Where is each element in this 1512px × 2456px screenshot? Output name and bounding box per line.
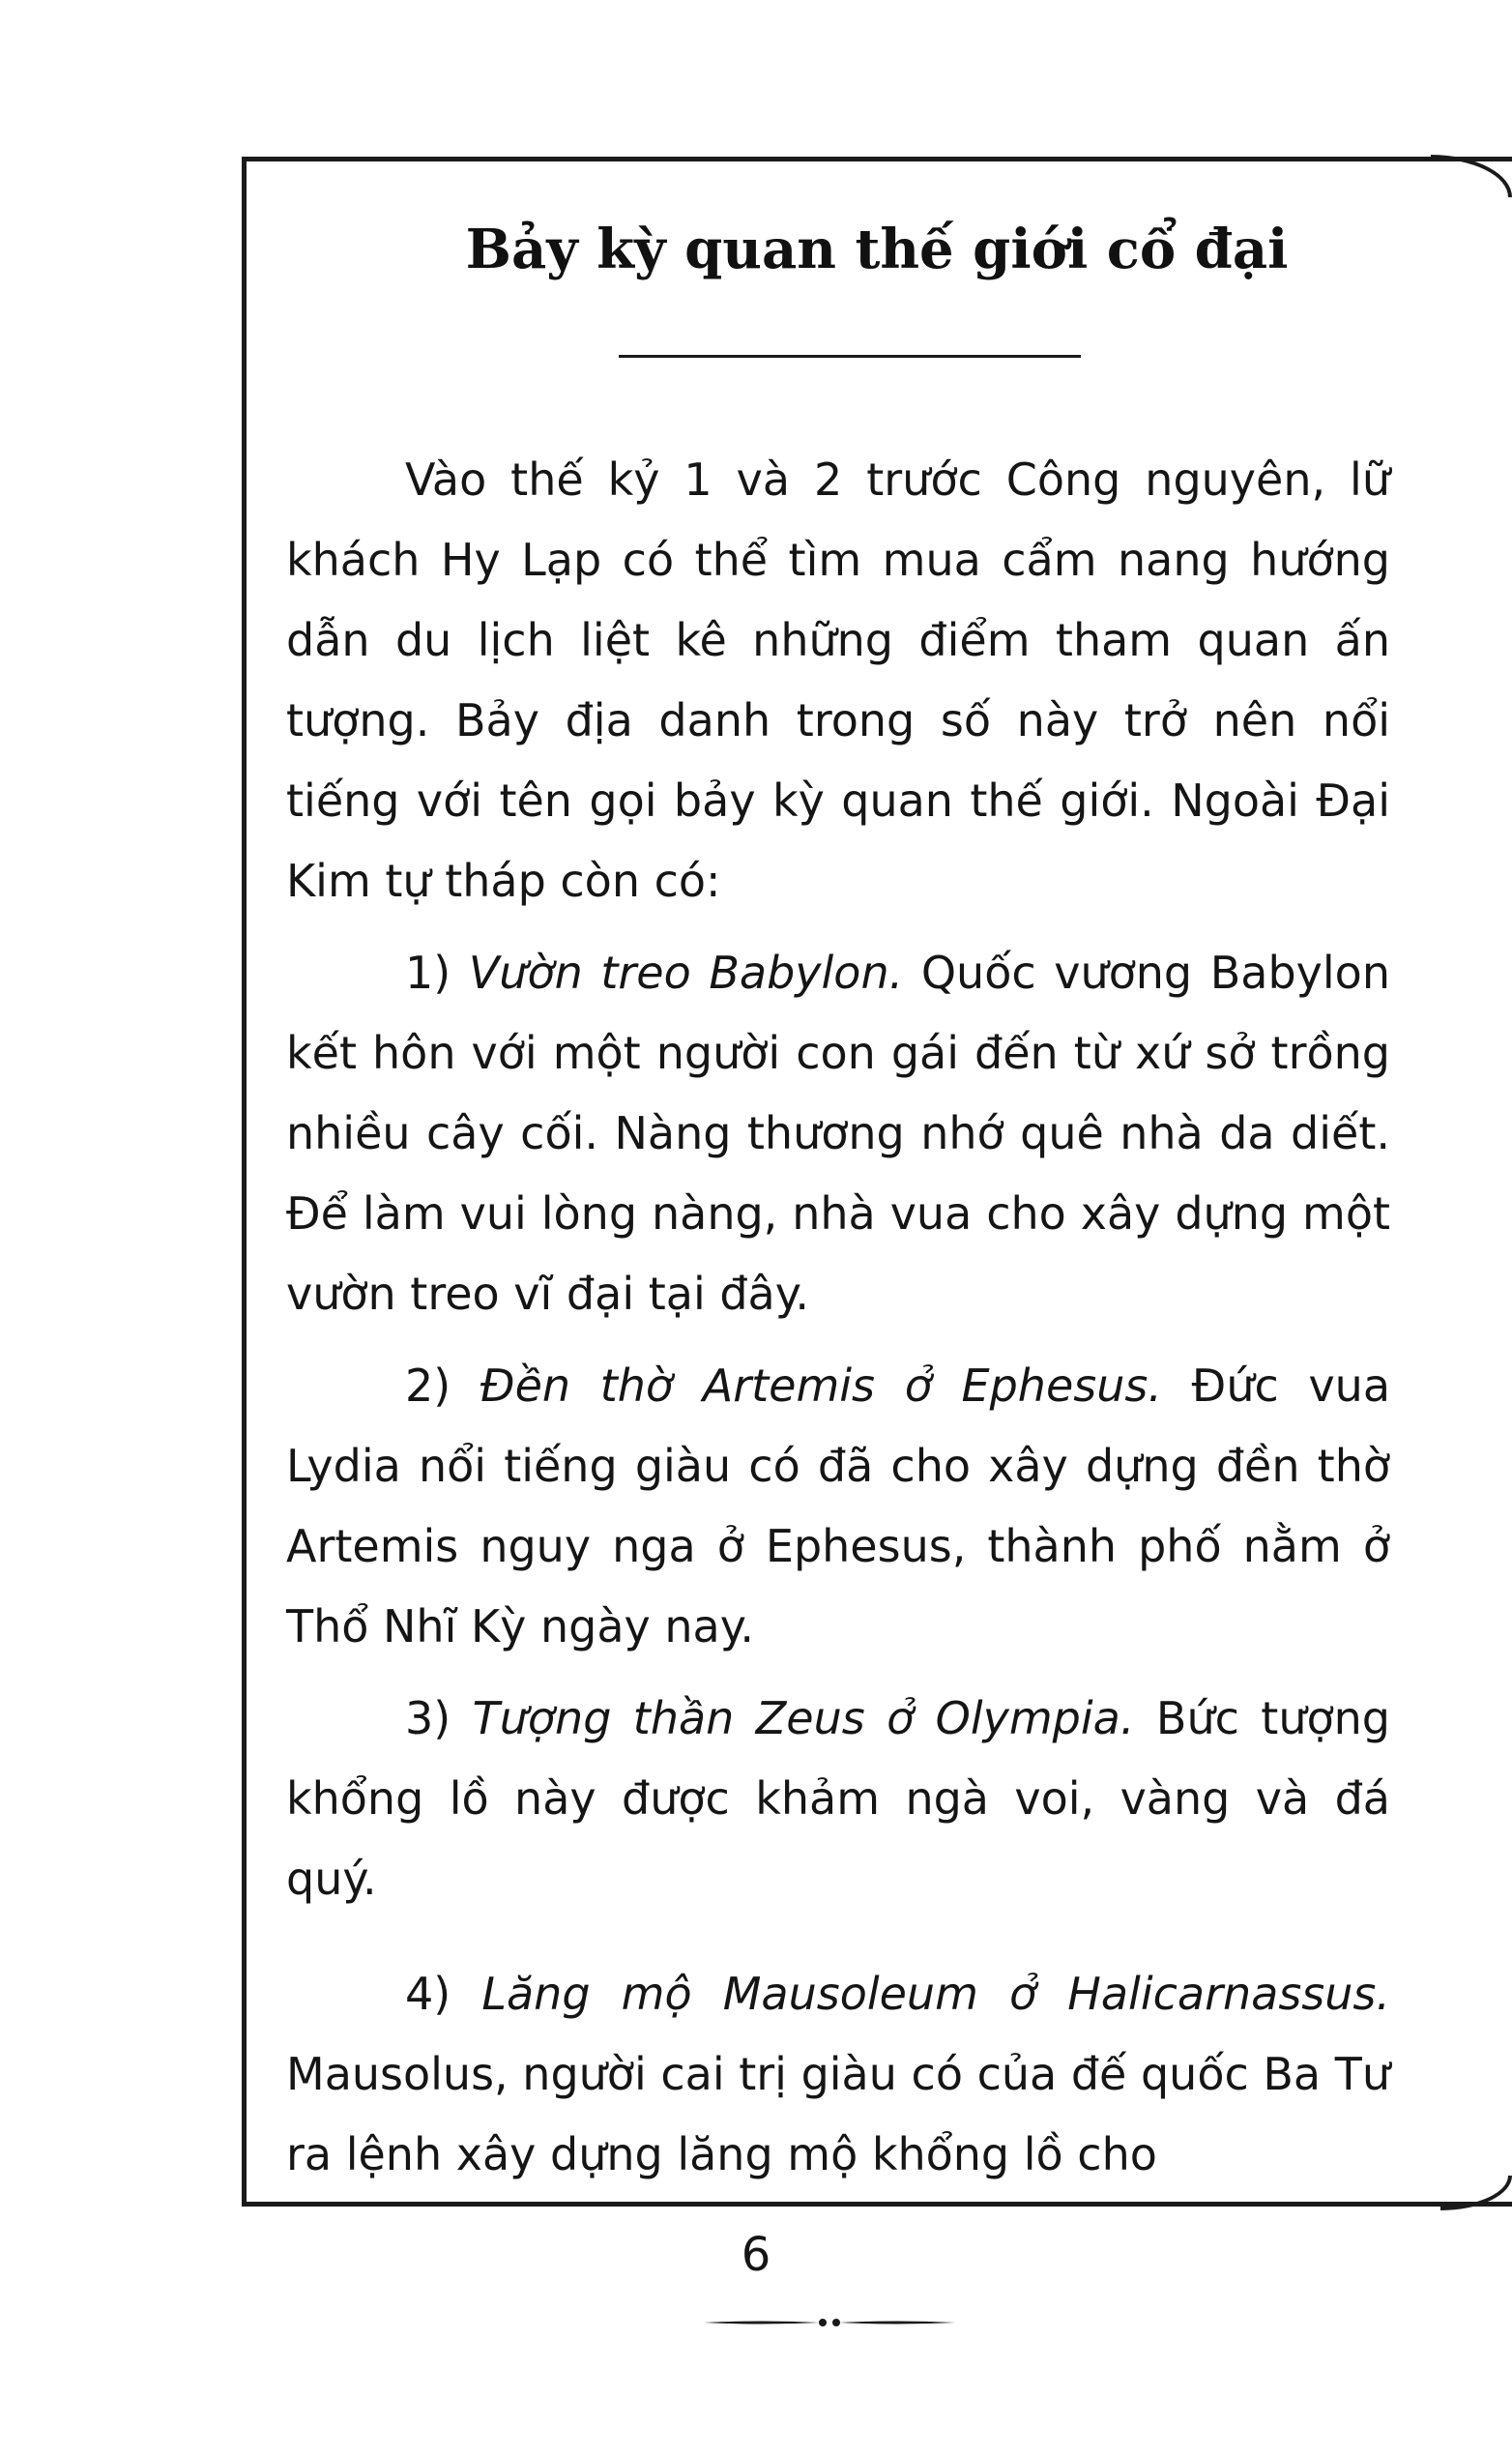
item-heading: Đền thờ Artemis ở Ephesus. (480, 1360, 1162, 1412)
item-number: 1) (405, 947, 451, 999)
item-heading: Tượng thần Zeus ở Olympia. (472, 1692, 1135, 1744)
item-number: 4) (405, 1968, 451, 2020)
item-number: 2) (405, 1360, 451, 1412)
item-text: Mausolus, người cai trị giàu có của đế quốc Ba Tư ra lệnh xây dựng lăng mộ khổng lồ cho (286, 2048, 1390, 2180)
item-text: Quốc vương Babylon kết hôn với một người con gái đến từ xứ sở trồng nhiều cây cối. Nàng thương nhớ quê nhà da diết. Để làm vui lòng nàng, nhà vua cho xây dựng một vườn treo vĩ đại tại đây. (286, 947, 1390, 1320)
title-divider (619, 355, 1081, 358)
body-text (286, 440, 1390, 2195)
item-text: Bức tượng khổng lồ này được khảm ngà voi, vàng và đá quý. (286, 1692, 1390, 1905)
page-number: 6 (741, 2228, 771, 2282)
intro-paragraph: Vào thế kỷ 1 và 2 trước Công nguyên, lữ khách Hy Lạp có thể tìm mua cẩm nang hướng dẫn du lịch liệt kê những điểm tham quan ấn tượng. Bảy địa danh trong số này trở nên nổi tiếng với tên gọi bảy kỳ quan thế giới. Ngoài Đại Kim tự tháp còn có: (286, 453, 1390, 907)
item-number: 3) (405, 1692, 451, 1744)
item-heading: Vườn treo Babylon. (468, 947, 904, 999)
item-paragraph-2 (286, 1346, 1390, 1667)
page-title: Bảy kỳ quan thế giới cổ đại (465, 218, 1289, 281)
item-text: Đức vua Lydia nổi tiếng giàu có đã cho xây dựng đền thờ Artemis nguy nga ở Ephesus, thành phố nằm ở Thổ Nhĩ Kỳ ngày nay. (286, 1360, 1391, 1652)
item-paragraph-3 (286, 1679, 1390, 1919)
item-paragraph-4 (286, 1954, 1390, 2195)
item-heading: Lăng mộ Mausoleum ở Halicarnassus. (481, 1968, 1391, 2020)
page-number-ornament (704, 2316, 955, 2329)
item-paragraph-1 (286, 933, 1390, 1334)
